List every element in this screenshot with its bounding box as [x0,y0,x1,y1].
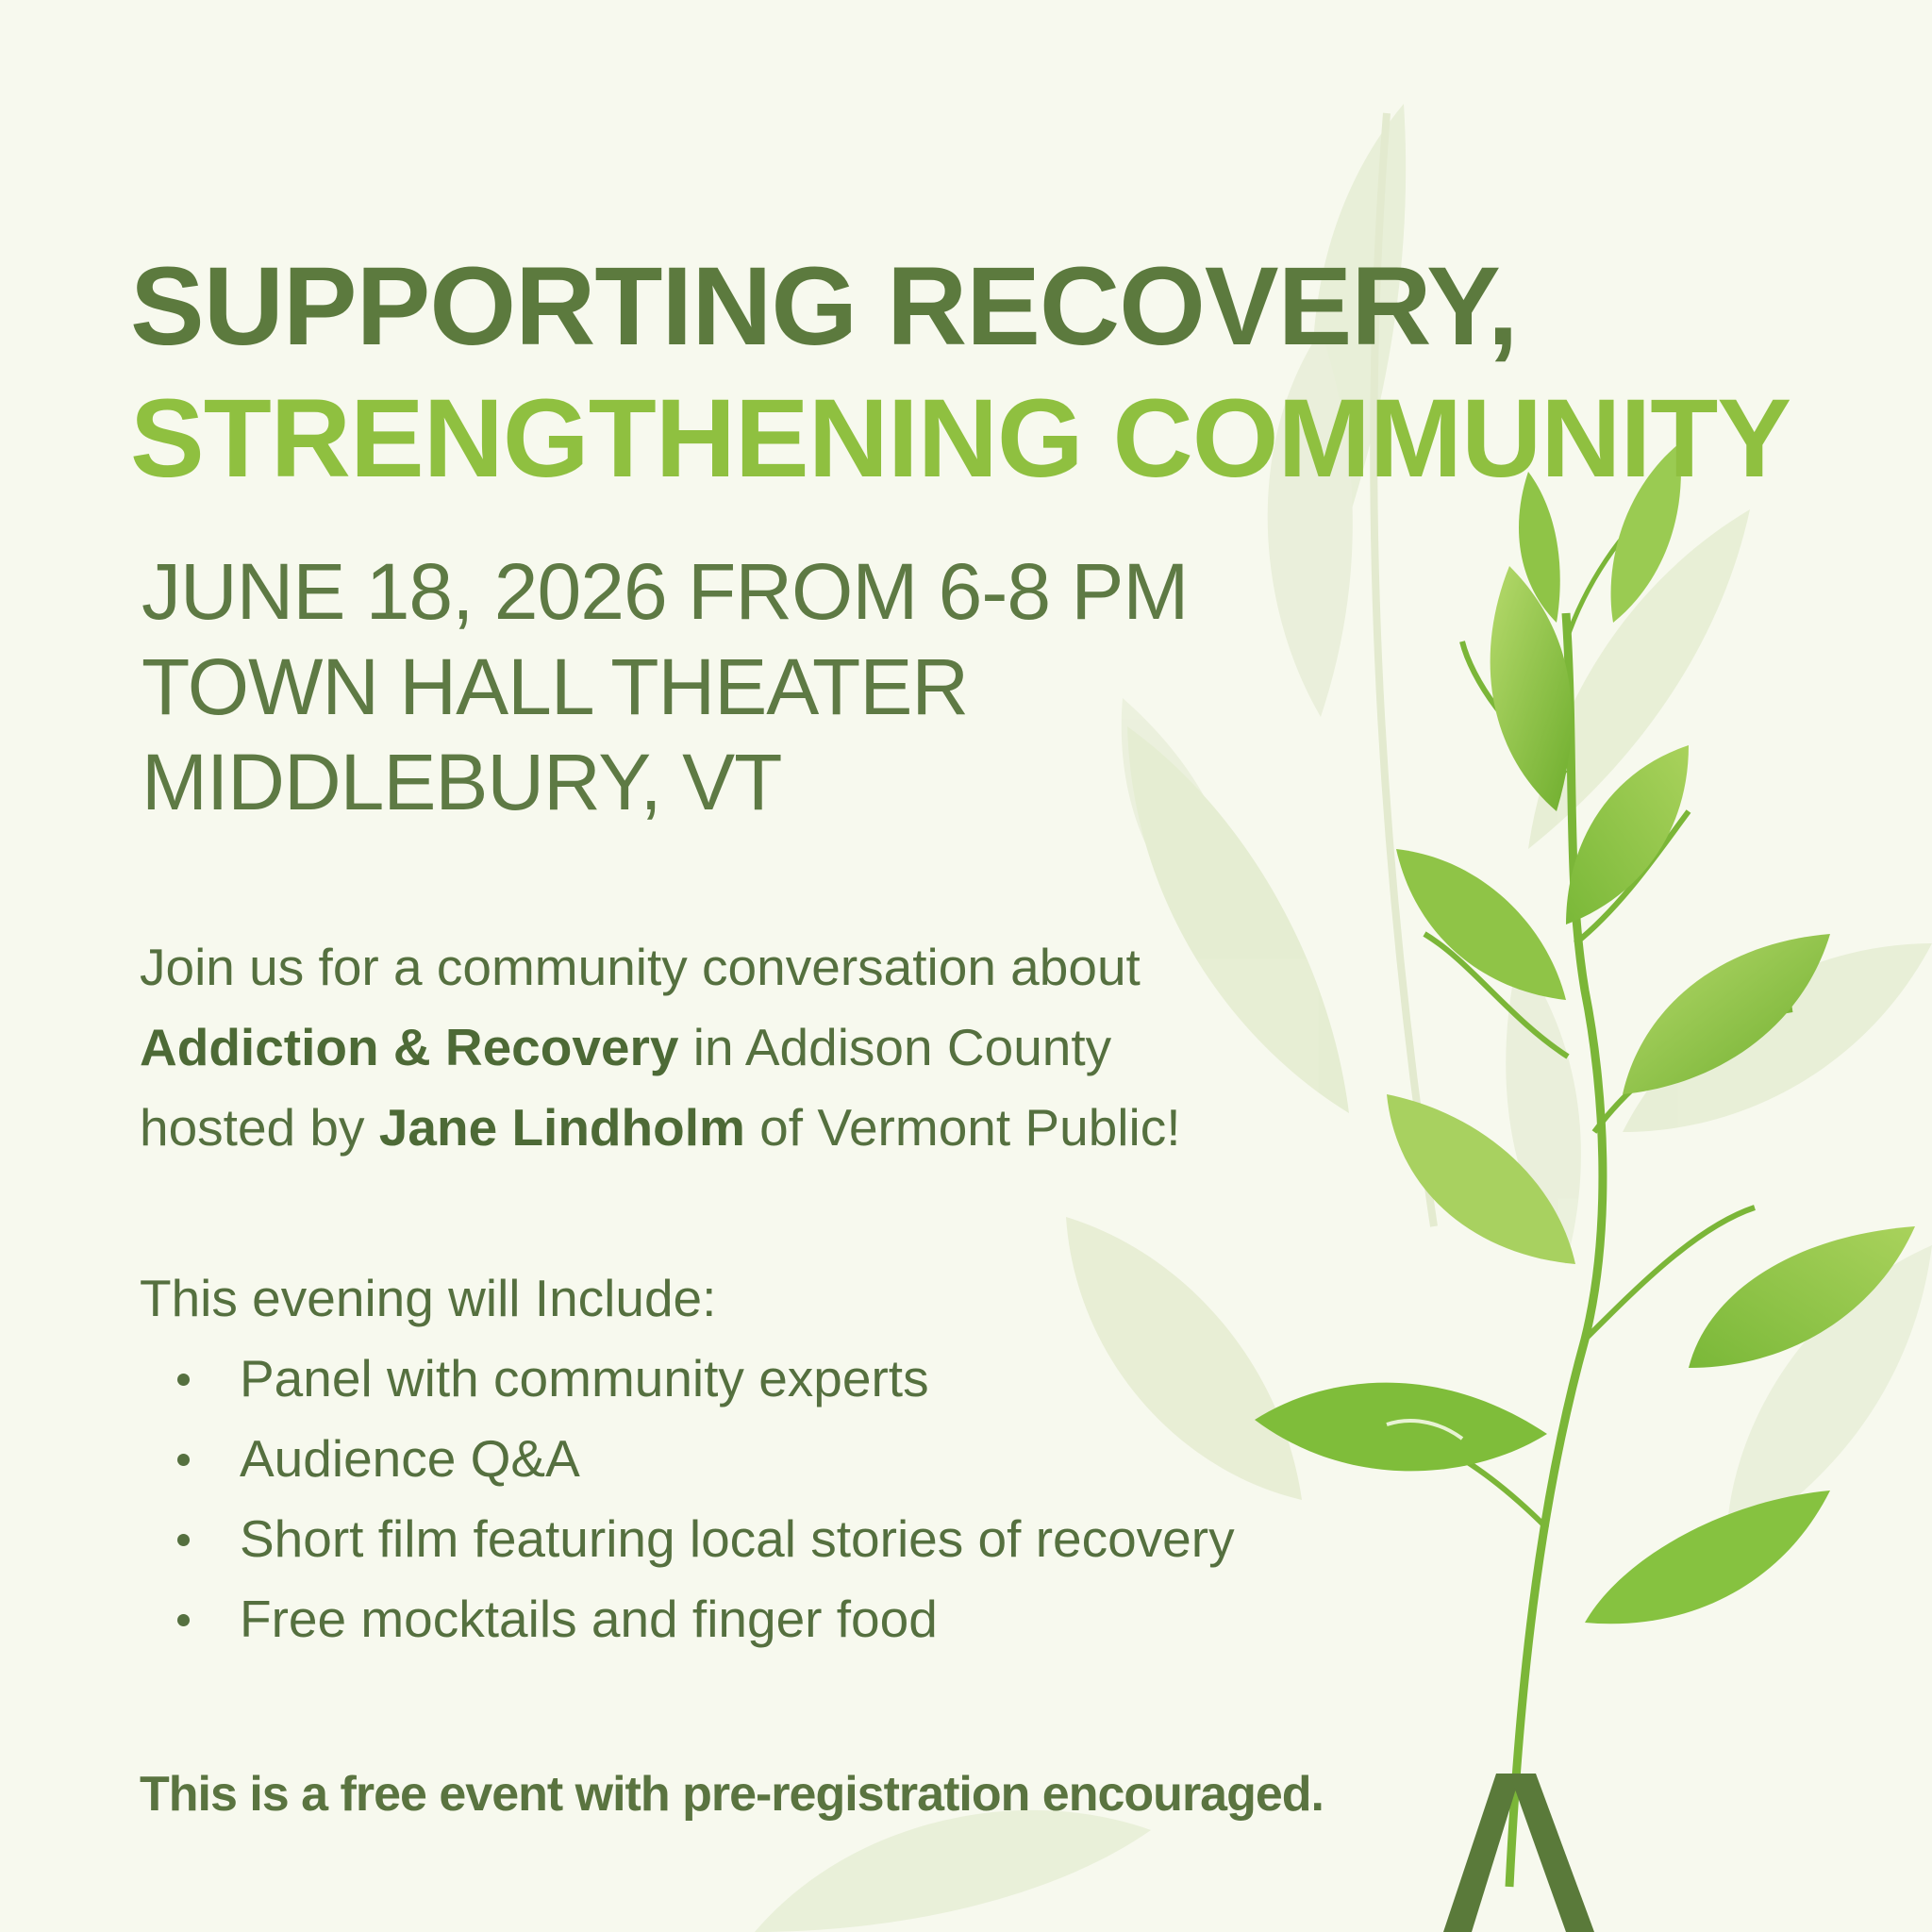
list-item-text: Panel with community experts [240,1349,929,1407]
headline-line-2: STRENGTHENING COMMUNITY [130,376,1791,501]
includes-list [177,1339,1235,1659]
list-item [177,1579,1235,1659]
intro-topic: Addiction & Recovery [140,1018,679,1076]
intro-line-2 [140,1008,1181,1088]
registration-note: This is a free event with pre-registration encouraged. [140,1767,1324,1822]
intro-paragraph [140,927,1181,1168]
event-venue: TOWN HALL THEATER [142,642,969,731]
intro-line-3 [140,1088,1181,1168]
headline [130,241,1790,505]
intro-line-3-prefix: hosted by [140,1098,379,1157]
headline-line-1: SUPPORTING RECOVERY, [130,244,1518,369]
bullet-icon [177,1614,190,1626]
list-item [177,1339,1235,1419]
event-location: MIDDLEBURY, VT [142,738,782,826]
intro-host: Jane Lindholm [378,1098,745,1157]
event-date-time: JUNE 18, 2026 FROM 6-8 PM [142,547,1189,636]
intro-line-1: Join us for a community conversation about [140,938,1141,996]
bullet-icon [177,1374,190,1386]
bullet-icon [177,1534,190,1546]
event-details [142,544,1188,830]
list-item-text: Free mocktails and finger food [240,1590,938,1648]
list-item-text: Audience Q&A [240,1429,580,1488]
list-item [177,1419,1235,1499]
intro-line-2-rest: in Addison County [678,1018,1112,1076]
list-item [177,1499,1235,1579]
includes-title: This evening will Include: [140,1269,717,1327]
list-item-text: Short film featuring local stories of recovery [240,1509,1235,1568]
bullet-icon [177,1454,190,1466]
intro-line-3-suffix: of Vermont Public! [744,1098,1181,1157]
